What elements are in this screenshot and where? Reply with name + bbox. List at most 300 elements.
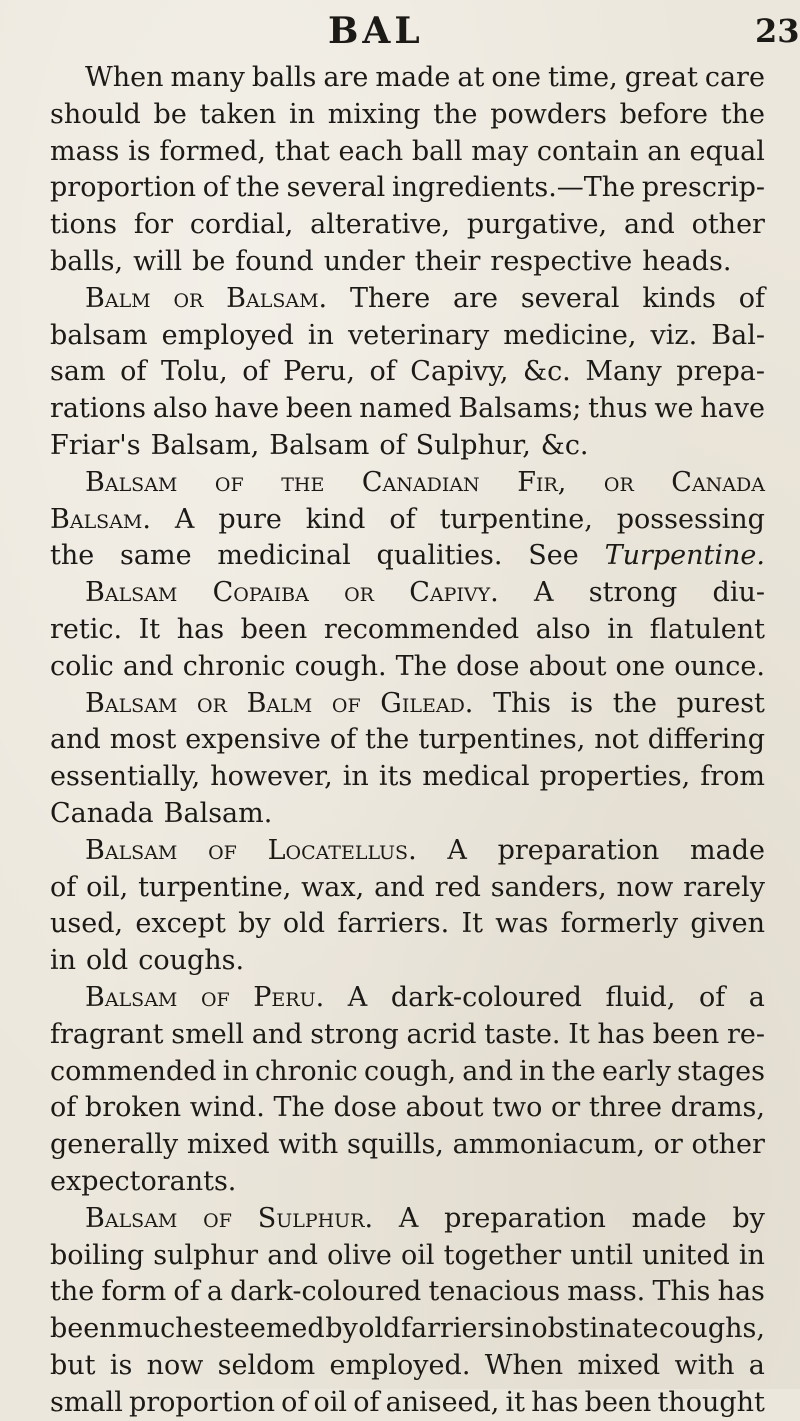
word: fluid, [605, 981, 676, 1013]
word: Balsam. [50, 503, 151, 535]
word: esteemed [193, 1313, 325, 1345]
word: alterative, [310, 209, 451, 241]
word: of [242, 356, 269, 388]
word: in [288, 98, 315, 130]
word: retic. [50, 613, 123, 645]
text-line [50, 207, 765, 244]
word: now [146, 1349, 204, 1381]
word: expensive [185, 724, 321, 756]
word: cordial, [189, 209, 294, 241]
text-line [50, 1201, 765, 1238]
word: farriers [400, 1313, 505, 1345]
word: proportion [50, 172, 197, 204]
word: Locatellus. [267, 834, 417, 866]
word: rarely [683, 871, 765, 903]
word: great [624, 62, 698, 93]
word: red [434, 871, 481, 903]
word: two [492, 1092, 543, 1124]
text-line [50, 1127, 765, 1164]
word: found [235, 245, 314, 277]
word: pure [218, 503, 282, 535]
word: contain [536, 135, 639, 167]
text-line [50, 906, 765, 943]
word: used, [50, 908, 124, 940]
word: small [50, 1386, 123, 1418]
word: other [691, 1129, 765, 1161]
word: in [342, 761, 369, 793]
word: sanders, [490, 871, 607, 903]
word: have [214, 393, 280, 425]
word: or [173, 282, 204, 314]
word: until [570, 1239, 634, 1271]
word: in [607, 613, 634, 645]
word: balls [251, 62, 317, 93]
text-line [50, 870, 765, 907]
word: re- [726, 1018, 765, 1050]
word: proportion [128, 1386, 275, 1418]
word: This [652, 1276, 711, 1308]
word: Balsam [85, 1202, 178, 1234]
word: medicine, [503, 319, 637, 351]
word: should [50, 98, 141, 130]
text-line [50, 244, 765, 281]
text-line [50, 1090, 765, 1127]
word: Friar's [50, 429, 141, 461]
word: Copaiba [212, 577, 309, 609]
word: ingredients.—The [392, 172, 636, 204]
word: the [720, 98, 765, 130]
word: Balsam [85, 687, 178, 719]
word: seldom [217, 1349, 316, 1381]
word: Bal- [711, 319, 765, 351]
word: commended [50, 1055, 217, 1087]
word: each [338, 135, 404, 167]
word: it [505, 1386, 526, 1418]
word: purgative, [466, 209, 608, 241]
word: of [173, 1276, 200, 1308]
word: Balsam [269, 429, 370, 461]
word: tions [50, 209, 117, 241]
word: See [528, 540, 579, 572]
word: It [461, 908, 483, 940]
word: &c. [523, 356, 571, 388]
word: sam [50, 356, 106, 388]
page-header [0, 10, 800, 60]
word: chronic [254, 1055, 358, 1087]
word: medical [422, 761, 530, 793]
word: other [691, 209, 765, 241]
text-line [50, 281, 765, 318]
word: wax, [301, 871, 365, 903]
word: respective [490, 245, 633, 277]
word: differing [647, 724, 765, 756]
word: formed, [159, 135, 266, 167]
word: Balsam [85, 466, 178, 498]
text-line [50, 1017, 765, 1054]
word: acrid [406, 1018, 477, 1050]
word: and [623, 209, 675, 241]
word: mixed [577, 1349, 661, 1381]
word: purest [676, 687, 765, 719]
word: is [570, 687, 594, 719]
word: Gilead. [380, 687, 474, 719]
word: Sulphur. [257, 1202, 374, 1234]
text-line [50, 612, 765, 649]
word: time, [548, 62, 618, 93]
word: generally [50, 1129, 179, 1161]
word: and [374, 871, 425, 903]
word: care [704, 62, 765, 93]
word: turpentines, [418, 724, 586, 756]
word: A [398, 1202, 419, 1234]
word: ammoniacum, [452, 1129, 645, 1161]
word: Many [585, 356, 662, 388]
word: and [251, 1018, 303, 1050]
word: united [642, 1239, 730, 1271]
word: from [700, 761, 765, 793]
word: been [584, 1386, 652, 1418]
word: for [133, 209, 173, 241]
word: old [86, 945, 129, 977]
word: has [531, 1386, 579, 1418]
word: A [447, 834, 467, 866]
text-line [50, 97, 765, 134]
word: or [197, 687, 227, 719]
word: It [568, 1018, 590, 1050]
word: This [493, 687, 551, 719]
word: aniseed, [385, 1386, 500, 1418]
word: Balm [246, 687, 313, 719]
word: formerly [560, 908, 679, 940]
word: several [520, 282, 620, 314]
word: Capivy. [409, 577, 499, 609]
word: ounce. [674, 650, 765, 682]
word: we [654, 393, 694, 425]
word: of [200, 981, 230, 1013]
word: about [405, 1092, 484, 1124]
word: a [748, 1349, 765, 1381]
word: of [208, 834, 237, 866]
word: wind. [189, 1092, 265, 1124]
word: expectorants. [50, 1165, 237, 1197]
word: in [50, 945, 77, 977]
word: before [619, 98, 709, 130]
word: strong [588, 577, 678, 609]
word: and [267, 1239, 318, 1271]
word: turpentine, [439, 503, 593, 535]
word: been [240, 613, 308, 645]
word: at [457, 62, 485, 93]
word: made [375, 62, 451, 93]
word: by [732, 1202, 765, 1234]
word: A [347, 981, 368, 1013]
word: equal [689, 135, 765, 167]
word: A [174, 503, 195, 535]
word: together [443, 1239, 562, 1271]
word: ball [411, 135, 463, 167]
word: balls, [50, 245, 124, 277]
word: heads. [642, 245, 732, 277]
word: obstinate [531, 1313, 659, 1345]
word: dark-coloured [230, 1276, 422, 1308]
text-line [50, 502, 765, 539]
word: a [206, 1276, 223, 1308]
word: flatulent [649, 613, 765, 645]
word: Balsam. [163, 797, 273, 829]
word: and [122, 650, 174, 682]
word: dark-coloured [390, 981, 582, 1013]
word: have [700, 393, 765, 425]
word: drams, [670, 1092, 765, 1124]
word: of [120, 356, 147, 388]
word: old [282, 908, 326, 940]
word: medicinal [217, 540, 351, 572]
word: in [222, 1055, 249, 1087]
word: or [603, 466, 634, 498]
word: the [612, 687, 657, 719]
word: strong [310, 1018, 399, 1050]
word: the [365, 724, 410, 756]
word: thought [657, 1386, 765, 1418]
word: same [120, 540, 192, 572]
word: except [135, 908, 226, 940]
word: is [128, 135, 151, 167]
word: Balsam [85, 834, 178, 866]
word: be [192, 245, 226, 277]
word: farriers. [337, 908, 450, 940]
word: thus [588, 393, 648, 425]
word: chronic [182, 650, 286, 682]
word: When [484, 1349, 564, 1381]
word: oil [400, 1239, 435, 1271]
word: are [453, 282, 498, 314]
word: of [353, 1386, 380, 1418]
word: Fir, [517, 466, 567, 498]
running-head: BAL [328, 10, 424, 52]
word: are [323, 62, 369, 93]
text-line [50, 796, 765, 833]
word: the [551, 1055, 596, 1087]
word: of [50, 1092, 77, 1124]
word: sulphur [153, 1239, 259, 1271]
word: oil [313, 1386, 348, 1418]
word: named [359, 393, 452, 425]
word: preparation [444, 1202, 606, 1234]
text-line [50, 1164, 765, 1201]
word: taste. [484, 1018, 561, 1050]
word: one [491, 62, 541, 93]
word: powders [490, 98, 607, 130]
word: Balsam [85, 981, 178, 1013]
word: prepa- [676, 356, 765, 388]
word: recommended [323, 613, 520, 645]
word: however, [210, 761, 333, 793]
word: will [133, 245, 183, 277]
text-line [50, 428, 765, 465]
word: one [615, 650, 666, 682]
word: with [674, 1349, 735, 1381]
word: oil, [86, 871, 129, 903]
word: The [395, 650, 448, 682]
word: a [748, 981, 765, 1013]
word: or [653, 1129, 683, 1161]
word: many [170, 62, 245, 93]
word: been [285, 393, 353, 425]
word: Balsams; [458, 393, 582, 425]
word: kinds [642, 282, 716, 314]
word: of [202, 172, 229, 204]
word: been [652, 1018, 720, 1050]
word: rations [50, 393, 146, 425]
text-line [50, 649, 765, 686]
word: Canada [671, 466, 765, 498]
text-line [50, 943, 765, 980]
word: its [378, 761, 413, 793]
word: taken [199, 98, 277, 130]
text-line [50, 465, 765, 502]
word: now [616, 871, 674, 903]
word: of [738, 282, 765, 314]
word: of [281, 1386, 308, 1418]
word: and [462, 1055, 514, 1087]
word: qualities. [376, 540, 503, 572]
word: that [274, 135, 330, 167]
word: turpentine, [138, 871, 292, 903]
word: with [278, 1129, 339, 1161]
word: Balsam, [150, 429, 260, 461]
word: The [273, 1092, 325, 1124]
text-line [50, 538, 765, 575]
text-line [50, 318, 765, 355]
word: squills, [347, 1129, 444, 1161]
text-line [50, 134, 765, 171]
word: A [533, 577, 554, 609]
page-number: 23 [755, 12, 800, 50]
text-line [50, 575, 765, 612]
text-line [50, 722, 765, 759]
word: was [495, 908, 549, 940]
word: of [329, 724, 357, 756]
word: of [214, 466, 244, 498]
word: Peru, [283, 356, 355, 388]
word: be [153, 98, 187, 130]
word: most [109, 724, 177, 756]
text-line [50, 354, 765, 391]
word: made [631, 1202, 707, 1234]
text-line [50, 686, 765, 723]
word: coughs. [138, 945, 245, 977]
word: Balsam. [226, 282, 328, 314]
word: the [50, 1276, 95, 1308]
word: form [101, 1276, 167, 1308]
word: about [528, 650, 607, 682]
word: old [358, 1313, 401, 1345]
word: by [325, 1313, 358, 1345]
word: but [50, 1349, 96, 1381]
word: has [717, 1276, 765, 1308]
word: balsam [50, 319, 148, 351]
word: employed [161, 319, 294, 351]
word: of [203, 1202, 232, 1234]
word: broken [84, 1092, 182, 1124]
word: Balsam [85, 577, 178, 609]
word: the [433, 98, 478, 130]
word: not [594, 724, 639, 756]
word: Canada [50, 797, 154, 829]
word: of [379, 429, 406, 461]
word: Tolu, [160, 356, 228, 388]
word: in [519, 1055, 546, 1087]
text-line [50, 1311, 765, 1348]
word: been [50, 1313, 117, 1345]
word: of [369, 356, 396, 388]
word: cough, [364, 1055, 457, 1087]
word: diu- [712, 577, 765, 609]
word: Sulphur, [415, 429, 531, 461]
word: fragrant [50, 1018, 164, 1050]
word: employed. [329, 1349, 471, 1381]
text-line [50, 391, 765, 428]
word: Balm [85, 282, 151, 314]
word: has [176, 613, 225, 645]
word: viz. [650, 319, 698, 351]
word: mass [50, 135, 120, 167]
word: Canadian [361, 466, 480, 498]
word: by [238, 908, 271, 940]
word: smell [171, 1018, 244, 1050]
word: of [698, 981, 726, 1013]
word: Turpentine. [604, 540, 765, 572]
word: or [344, 577, 374, 609]
word: under [323, 245, 405, 277]
text-line [50, 1054, 765, 1091]
word: has [597, 1018, 645, 1050]
word: three [588, 1092, 662, 1124]
word: an [647, 135, 681, 167]
word: of [50, 871, 77, 903]
word: preparation [497, 834, 660, 866]
word: early [601, 1055, 671, 1087]
word: also [535, 613, 591, 645]
word: their [414, 245, 481, 277]
word: boiling [50, 1239, 145, 1271]
word: When [85, 62, 164, 93]
word: mixing [327, 98, 421, 130]
word: colic [50, 650, 114, 682]
word: prescrip- [641, 172, 765, 204]
word: is [109, 1349, 133, 1381]
word: in [307, 319, 334, 351]
word: It [138, 613, 161, 645]
word: Capivy, [410, 356, 509, 388]
word: mixed [186, 1129, 270, 1161]
word: may [471, 135, 529, 167]
word: olive [327, 1239, 392, 1271]
word: essentially, [50, 761, 201, 793]
word: kind [305, 503, 366, 535]
word: veterinary [347, 319, 490, 351]
word: of [389, 503, 416, 535]
word: made [690, 834, 765, 866]
word: coughs, [659, 1313, 765, 1345]
word: cough. [294, 650, 387, 682]
word: several [286, 172, 386, 204]
text-line [50, 1385, 765, 1421]
word: much [117, 1313, 193, 1345]
text-line [50, 1348, 765, 1385]
text-line [50, 980, 765, 1017]
word: in [504, 1313, 531, 1345]
